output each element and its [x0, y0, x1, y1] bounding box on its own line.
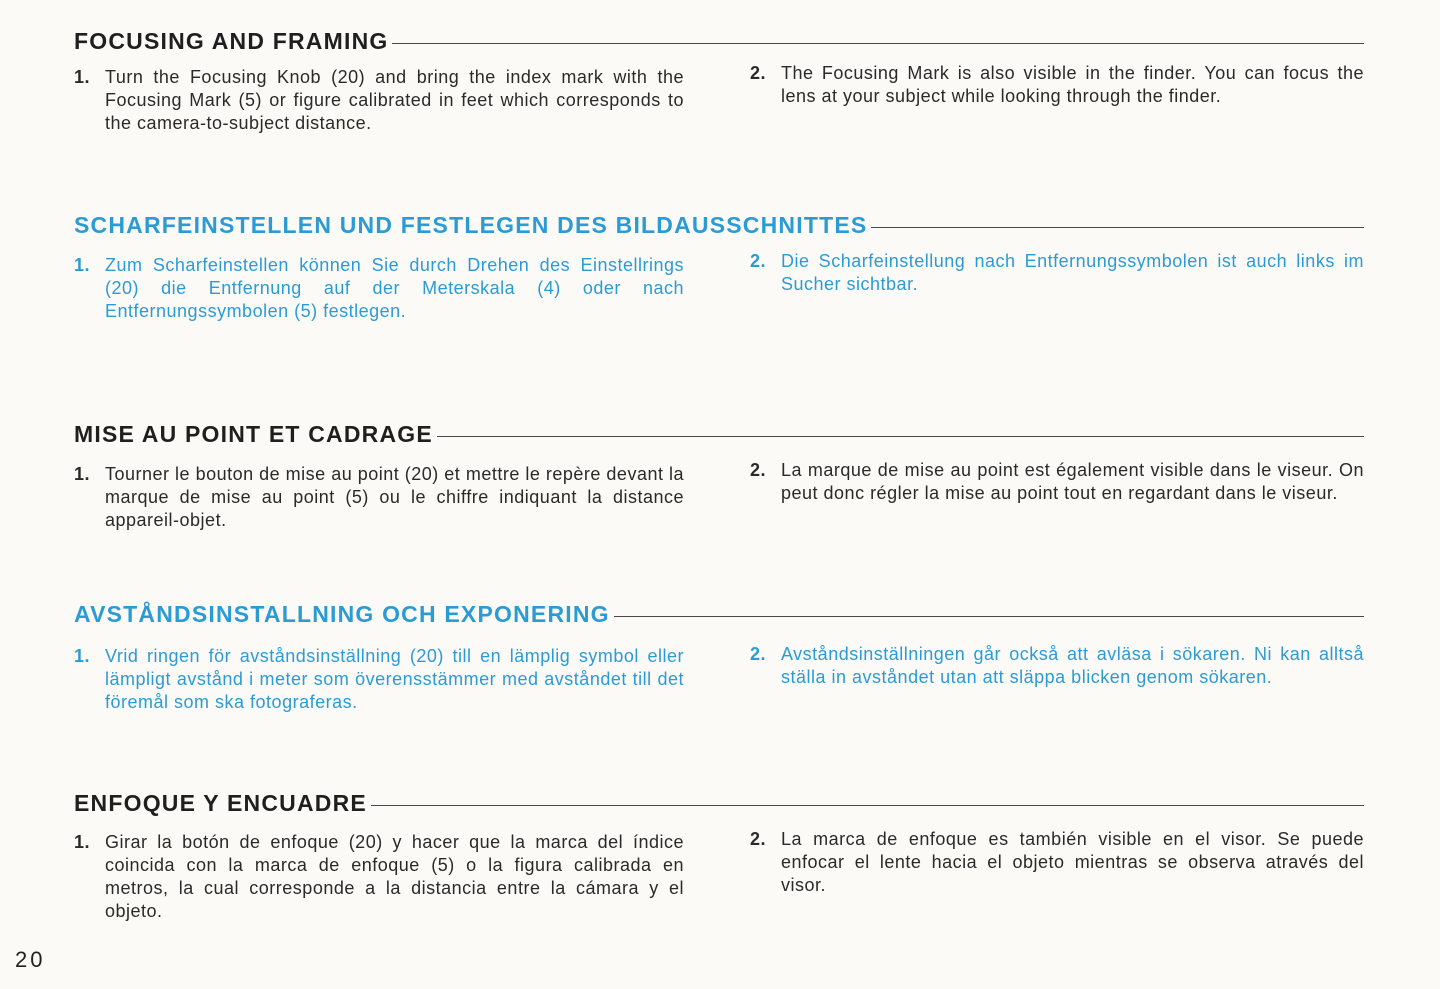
- heading-rule: [371, 805, 1364, 806]
- section-heading: AVSTÅNDSINSTALLNING OCH EXPONERING: [74, 600, 610, 627]
- step-number: 2.: [750, 460, 767, 480]
- step-number: 1.: [74, 255, 91, 275]
- step-number: 1.: [74, 464, 91, 484]
- heading-row: [74, 419, 1364, 449]
- step-number: 2.: [750, 63, 767, 83]
- step-number: 2.: [750, 829, 767, 849]
- heading-row: [74, 26, 1364, 56]
- step-text: Zum Scharfeinstellen können Sie durch Drehen des Einstellrings (20) die Entfernung auf der Meterskala (4) oder nach Entfernungssymbolen (5) festlegen.: [105, 255, 684, 321]
- step-text: Girar la botón de enfoque (20) y hacer que la marca del índice coincida con la marca de enfoque (5) o la figura calibrada en metros, la cual corresponde a la distancia entre la cámara y el objeto.: [105, 832, 684, 921]
- section-heading: SCHARFEINSTELLEN UND FESTLEGEN DES BILDAUSSCHNITTES: [74, 211, 868, 238]
- step-1: [74, 463, 684, 532]
- step-1: [74, 645, 684, 714]
- step-2: [750, 828, 1364, 897]
- page-number: 20: [15, 947, 46, 972]
- section-french: [74, 419, 1364, 530]
- step-1: [74, 254, 684, 323]
- step-2: [750, 250, 1364, 296]
- step-number: 2.: [750, 251, 767, 271]
- section-spanish: [74, 788, 1364, 921]
- step-1: [74, 66, 684, 135]
- step-text: Tourner le bouton de mise au point (20) et mettre le repère devant la marque de mise au point (5) ou le chiffre indiquant la distance appareil-objet.: [105, 464, 684, 530]
- step-text: La marca de enfoque es también visible en el visor. Se puede enfocar el lente hacia el objeto mientras se observa através del visor.: [781, 829, 1364, 895]
- step-text: Turn the Focusing Knob (20) and bring the index mark with the Focusing Mark (5) or figure calibrated in feet which corresponds to the camera-to-subject distance.: [105, 67, 684, 133]
- step-number: 1.: [74, 67, 91, 87]
- heading-rule: [614, 616, 1364, 617]
- step-number: 1.: [74, 832, 91, 852]
- step-text: La marque de mise au point est également visible dans le viseur. On peut donc régler la mise au point tout en regardant dans le viseur.: [781, 460, 1364, 503]
- heading-rule: [392, 43, 1364, 44]
- section-heading: FOCUSING AND FRAMING: [74, 27, 389, 54]
- section-german: [74, 210, 1364, 321]
- step-2: [750, 62, 1364, 108]
- step-text: The Focusing Mark is also visible in the finder. You can focus the lens at your subject while looking through the finder.: [781, 63, 1364, 106]
- step-text: Vrid ringen för avståndsinställning (20) till en lämplig symbol eller lämpligt avstånd i meter som överensstämmer med avståndet till det föremål som ska fotograferas.: [105, 646, 684, 712]
- heading-rule: [437, 436, 1364, 437]
- section-heading: MISE AU POINT ET CADRAGE: [74, 420, 433, 447]
- heading-rule: [871, 227, 1364, 228]
- section-english: [74, 26, 1364, 133]
- step-number: 2.: [750, 644, 767, 664]
- heading-row: [74, 599, 1364, 629]
- step-1: [74, 831, 684, 923]
- step-2: [750, 643, 1364, 689]
- step-text: Avståndsinställningen går också att avläsa i sökaren. Ni kan alltså ställa in avståndet utan att släppa blicken genom sökaren.: [781, 644, 1364, 687]
- step-number: 1.: [74, 646, 91, 666]
- heading-row: [74, 210, 1364, 240]
- step-2: [750, 459, 1364, 505]
- section-swedish: [74, 599, 1364, 712]
- heading-row: [74, 788, 1364, 818]
- section-heading: ENFOQUE Y ENCUADRE: [74, 789, 367, 816]
- step-text: Die Scharfeinstellung nach Entfernungssymbolen ist auch links im Sucher sichtbar.: [781, 251, 1364, 294]
